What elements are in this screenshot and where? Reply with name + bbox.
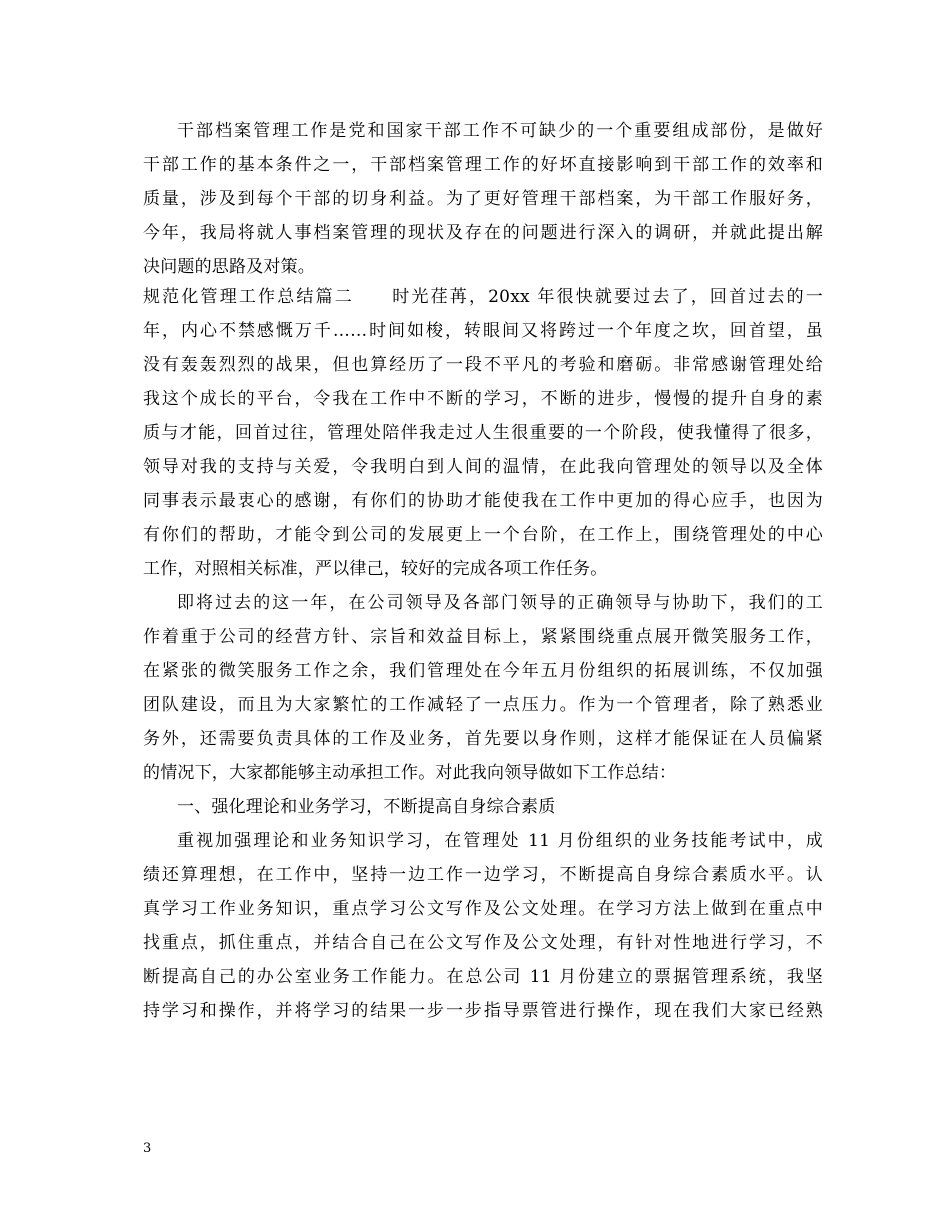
text-line: 干部工作的基本条件之一，干部档案管理工作的好坏直接影响到干部工作的效率和 — [143, 155, 823, 175]
text-line: 真学习工作业务知识，重点学习公文写作及公文处理。在学习方法上做到在重点中 — [143, 899, 823, 919]
subheading-line: 一、强化理论和业务学习，不断提高自身综合素质 — [177, 797, 556, 817]
text-line: 绩还算理想，在工作中，坚持一边工作一边学习，不断提高自身综合素质水平。认 — [143, 865, 823, 885]
text-line: 重视加强理论和业务知识学习，在管理处 11 月份组织的业务技能考试中，成 — [177, 831, 823, 851]
text-line: 团队建设，而且为大家繁忙的工作减轻了一点压力。作为一个管理者，除了熟悉业 — [143, 695, 823, 715]
text-line: 我这个成长的平台，令我在工作中不断的学习，不断的进步，慢慢的提升自身的素 — [143, 389, 823, 409]
page-number: 3 — [143, 1141, 152, 1156]
text-line: 即将过去的这一年，在公司领导及各部门领导的正确领导与协助下，我们的工 — [177, 593, 823, 613]
text-line: 持学习和操作，并将学习的结果一步一步指导票管进行操作，现在我们大家已经熟 — [143, 1001, 823, 1021]
text-line: 年，内心不禁感慨万千……时间如梭，转眼间又将跨过一个年度之坎，回首望，虽 — [143, 321, 823, 341]
text-line: 今年，我局将就人事档案管理的现状及存在的问题进行深入的调研，并就此提出解 — [143, 223, 823, 243]
text-line: 的情况下，大家都能够主动承担工作。对此我向领导做如下工作总结： — [143, 763, 677, 783]
text-line: 没有轰轰烈烈的战果，但也算经历了一段不平凡的考验和磨砺。非常感谢管理处给 — [143, 355, 823, 375]
text-line: 领导对我的支持与关爱，令我明白到人间的温情，在此我向管理处的领导以及全体 — [143, 457, 823, 477]
text-line: 在紧张的微笑服务工作之余，我们管理处在今年五月份组织的拓展训练，不仅加强 — [143, 661, 823, 681]
text-line: 有你们的帮助，才能令到公司的发展更上一个台阶，在工作上，围绕管理处的中心 — [143, 525, 823, 545]
text-line: 作着重于公司的经营方针、宗旨和效益目标上，紧紧围绕重点展开微笑服务工作， — [143, 627, 823, 647]
section-heading-line: 规范化管理工作总结篇二 时光荏苒，20xx 年很快就要过去了，回首过去的一 — [143, 287, 823, 307]
text-line: 找重点，抓住重点，并结合自己在公文写作及公文处理，有针对性地进行学习，不 — [143, 933, 823, 953]
text-line: 断提高自己的办公室业务工作能力。在总公司 11 月份建立的票据管理系统，我坚 — [143, 967, 823, 987]
text-line: 质与才能，回首过往，管理处陪伴我走过人生很重要的一个阶段，使我懂得了很多， — [143, 423, 823, 443]
text-line: 质量，涉及到每个干部的切身利益。为了更好管理干部档案，为干部工作服好务， — [143, 189, 823, 209]
text-line: 决问题的思路及对策。 — [143, 257, 315, 277]
text-line: 工作，对照相关标准，严以律己，较好的完成各项工作任务。 — [143, 559, 608, 579]
text-line: 务外，还需要负责具体的工作及业务，首先要以身作则，这样才能保证在人员偏紧 — [143, 729, 823, 749]
text-line: 同事表示最衷心的感谢，有你们的协助才能使我在工作中更加的得心应手，也因为 — [143, 491, 823, 511]
text-line: 干部档案管理工作是党和国家干部工作不可缺少的一个重要组成部份，是做好 — [177, 121, 823, 141]
